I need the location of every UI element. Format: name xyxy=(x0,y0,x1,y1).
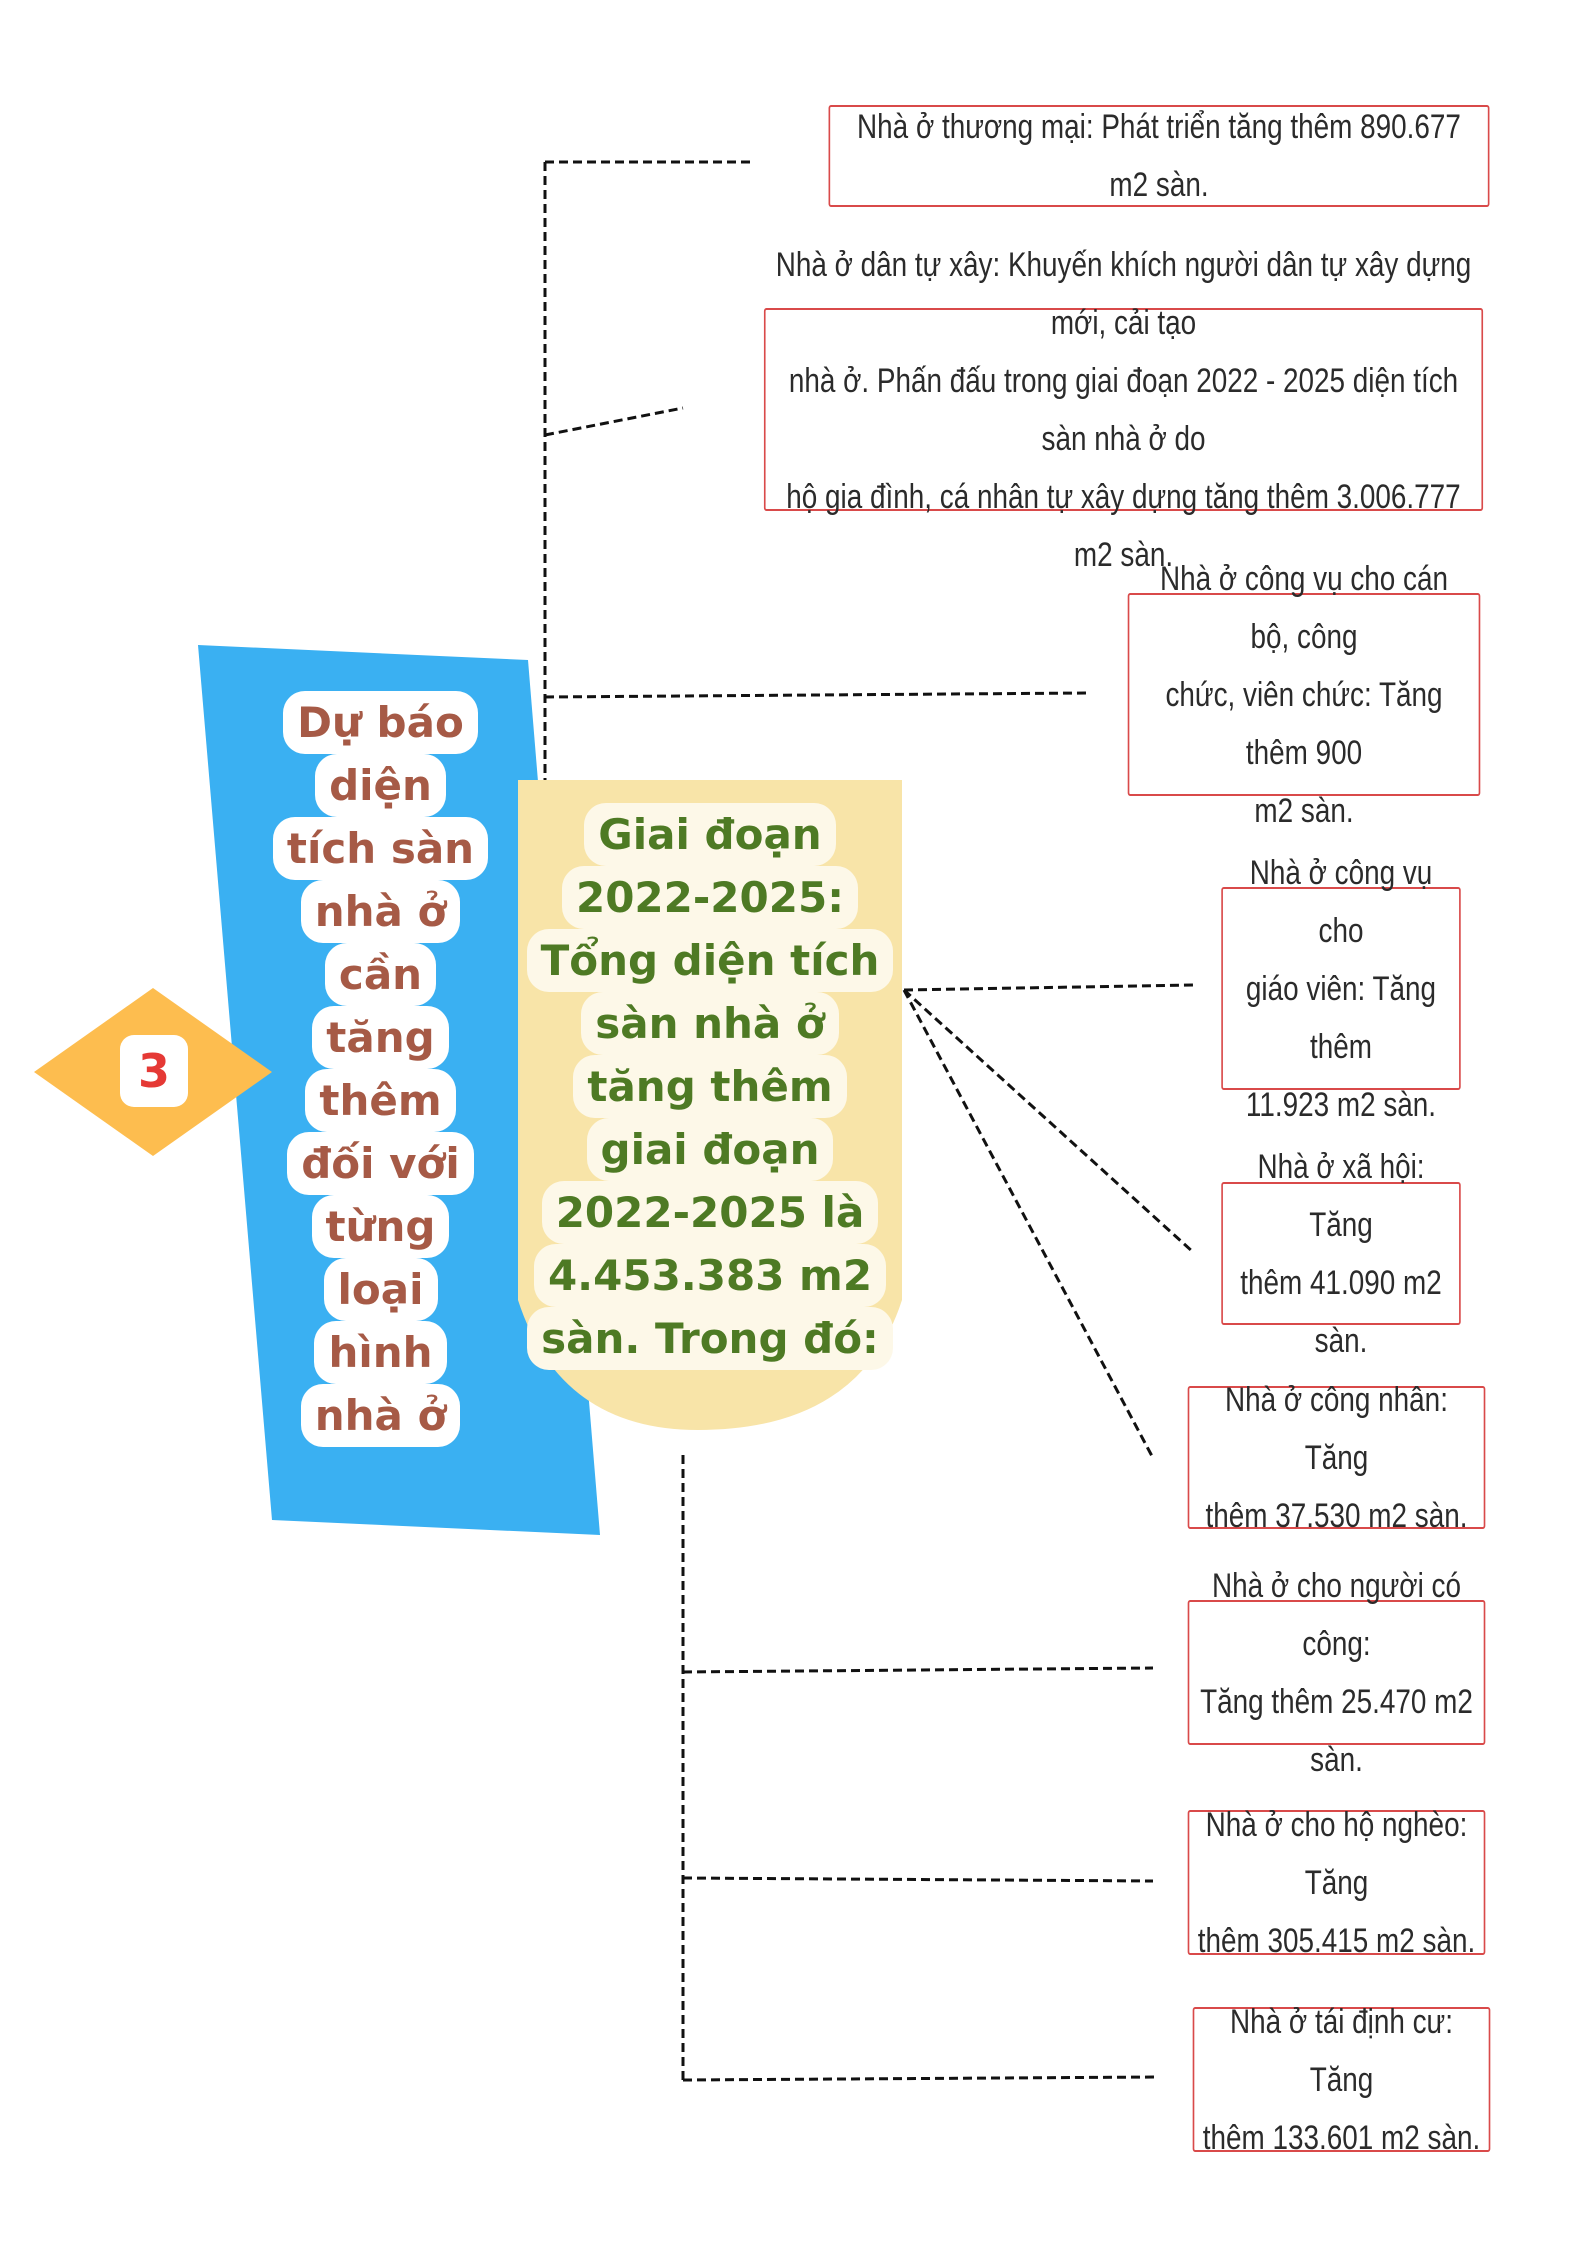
item-line: chức, viên chức: Tăng thêm 900 xyxy=(1165,675,1443,772)
title-line: nhà ở xyxy=(301,1384,461,1447)
item-line: thêm 305.415 m2 sàn. xyxy=(1197,1921,1476,1960)
title-line: loại xyxy=(324,1258,438,1321)
title-line: đối với xyxy=(287,1132,474,1195)
connector-item-8 xyxy=(683,1878,1153,1881)
connector-item-9 xyxy=(683,2077,1158,2080)
summary-line: 4.453.383 m2 xyxy=(534,1244,886,1307)
item-line: giáo viên: Tăng thêm xyxy=(1245,969,1437,1066)
item-line: thêm 133.601 m2 sàn. xyxy=(1202,2118,1481,2157)
item-box-resettlement-housing xyxy=(1193,2002,1491,2157)
summary-line: sàn nhà ở xyxy=(581,992,838,1055)
item-box-official-housing-civil-servants xyxy=(1128,559,1481,830)
summary-line: giai đoạn xyxy=(587,1118,834,1181)
item-box-self-built-housing xyxy=(764,245,1483,574)
connector-item-7 xyxy=(683,1668,1153,1672)
item-box-commercial-housing xyxy=(829,105,1490,207)
item-line: 11.923 m2 sàn. xyxy=(1245,1085,1437,1124)
title-line: cần xyxy=(325,943,436,1006)
title-line: diện xyxy=(315,754,446,817)
summary-line: tăng thêm xyxy=(573,1055,846,1118)
title-line: tích sàn xyxy=(273,817,488,880)
title-line: thêm xyxy=(305,1069,455,1132)
connector-item-2 xyxy=(545,408,683,435)
item-line: thêm 41.090 m2 sàn. xyxy=(1240,1263,1442,1360)
item-line: Nhà ở công vụ cho xyxy=(1249,853,1433,950)
title-line: Dự báo xyxy=(283,691,478,754)
item-line: Nhà ở công vụ cho cán bộ, công xyxy=(1160,559,1448,656)
connector-item-4 xyxy=(904,985,1193,990)
item-line: Nhà ở dân tự xây: Khuyến khích người dân tự xây dựng mới, cải tạo xyxy=(775,245,1472,342)
item-line: Nhà ở xã hội: Tăng xyxy=(1257,1147,1425,1244)
summary-text xyxy=(520,803,900,1370)
title-line: nhà ở xyxy=(301,880,461,943)
summary-line: 2022-2025: xyxy=(562,866,858,929)
title-line: từng xyxy=(312,1195,450,1258)
title-line: tăng xyxy=(312,1006,448,1069)
summary-line: Giai đoạn xyxy=(584,803,835,866)
item-box-social-housing xyxy=(1221,1147,1460,1360)
item-line: Nhà ở cho người có công: xyxy=(1212,1566,1461,1663)
summary-line: Tổng diện tích xyxy=(527,929,894,992)
item-line: Nhà ở thương mại: Phát triển tăng thêm 890.677 m2 sàn. xyxy=(857,108,1461,204)
step-number-badge xyxy=(120,1035,188,1107)
step-number: 3 xyxy=(137,1044,170,1098)
item-line: hộ gia đình, cá nhân tự xây dựng tăng thêm 3.006.777 m2 sàn. xyxy=(786,477,1461,574)
item-box-poor-household-housing xyxy=(1188,1805,1486,1960)
item-box-worker-housing xyxy=(1188,1380,1486,1535)
item-line: thêm 37.530 m2 sàn. xyxy=(1205,1496,1468,1535)
item-box-meritorious-people-housing xyxy=(1188,1566,1486,1779)
title-heading xyxy=(268,691,493,1447)
item-line: nhà ở. Phấn đấu trong giai đoạn 2022 - 2025 diện tích sàn nhà ở do xyxy=(788,361,1459,458)
item-box-official-housing-teachers xyxy=(1221,853,1460,1124)
item-line: Nhà ở tái định cư: Tăng xyxy=(1230,2002,1453,2099)
connector-item-6 xyxy=(904,990,1153,1458)
connector-item-5 xyxy=(904,990,1193,1252)
item-line: Nhà ở công nhân: Tăng xyxy=(1225,1380,1448,1477)
summary-line: sàn. Trong đó: xyxy=(527,1307,893,1370)
item-line: m2 sàn. xyxy=(1254,791,1354,830)
summary-line: 2022-2025 là xyxy=(542,1181,879,1244)
title-line: hình xyxy=(314,1321,446,1384)
connector-item-3 xyxy=(545,693,1087,697)
item-line: Nhà ở cho hộ nghèo: Tăng xyxy=(1205,1805,1468,1902)
item-line: Tăng thêm 25.470 m2 sàn. xyxy=(1200,1682,1473,1779)
